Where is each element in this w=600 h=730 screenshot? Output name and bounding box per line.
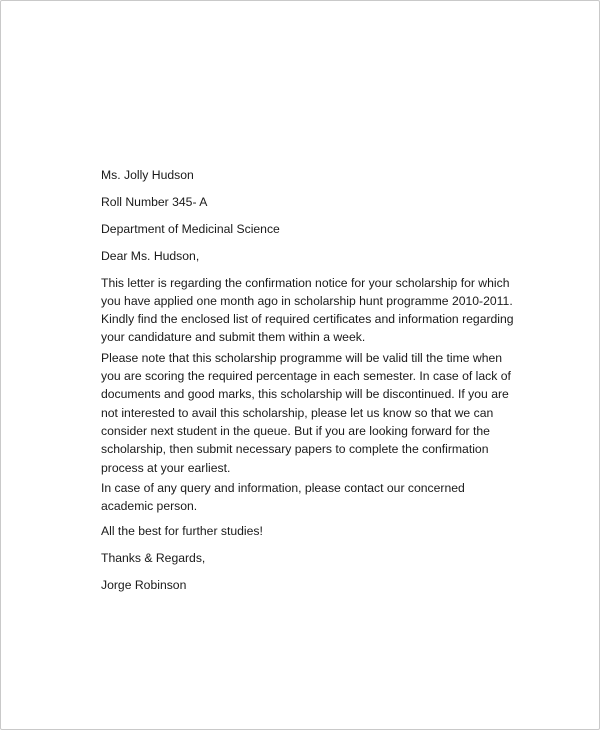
regards: Thanks & Regards, <box>101 550 206 565</box>
recipient-department: Department of Medicinal Science <box>101 221 280 236</box>
letter-body <box>1 1 520 594</box>
salutation: Dear Ms. Hudson, <box>101 248 200 263</box>
recipient-roll-number: Roll Number 345- A <box>101 194 208 209</box>
recipient-name: Ms. Jolly Hudson <box>101 168 194 182</box>
sender-name: Jorge Robinson <box>101 577 187 592</box>
body-paragraph-1: This letter is regarding the confirmation notice for your scholarship for which you have applied one month ago in scholarship hunt programme 2010-2011. Kindly find the enclosed list of required certificates and information regarding your candidature and submit them within a week. <box>101 275 514 345</box>
closing-line: All the best for further studies! <box>101 524 263 539</box>
body-paragraph-3: In case of any query and information, please contact our concerned academic person. <box>101 480 465 514</box>
body-paragraph-2: Please note that this scholarship programme will be valid till the time when you are scoring the required percentage in each semester. In case of lack of documents and good marks, this scholarship will be discontinued. If you are not interested to avail this scholarship, please let us know so that we can consider next student in the queue. But if you are looking forward for the scholarship, then submit necessary papers to complete the confirmation process at your earliest. <box>101 350 511 475</box>
